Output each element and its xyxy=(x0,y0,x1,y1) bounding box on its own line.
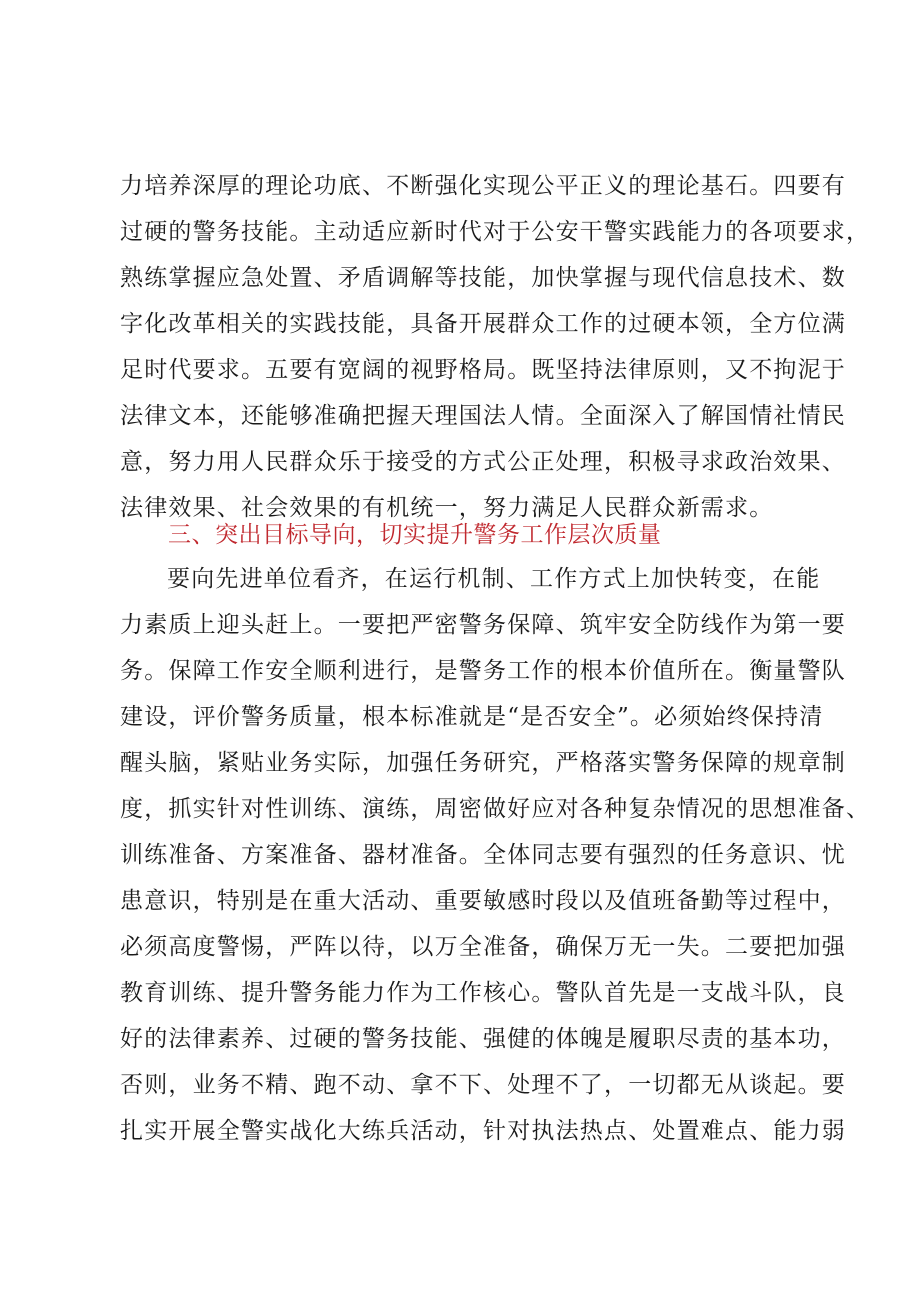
body-text-line: 熟练掌握应急处置、矛盾调解等技能，加快掌握与现代信息技术、数 xyxy=(120,265,846,291)
body-text-line: 教育训练、提升警务能力作为工作核心。警队首先是一支战斗队，良 xyxy=(120,980,846,1006)
body-text-line: 意，努力用人民群众乐于接受的方式公正处理，积极寻求政治效果、 xyxy=(120,449,846,475)
body-text-line: 字化改革相关的实践技能，具备开展群众工作的过硬本领，全方位满 xyxy=(120,311,846,337)
body-text-line: 要向先进单位看齐，在运行机制、工作方式上加快转变，在能 xyxy=(167,566,821,592)
body-text-line: 务。保障工作安全顺利进行，是警务工作的根本价值所在。衡量警队 xyxy=(120,658,846,684)
body-text-line: 否则，业务不精、跑不动、拿不下、处理不了，一切都无从谈起。要 xyxy=(120,1072,846,1098)
body-text-line: 训练准备、方案准备、器材准备。全体同志要有强烈的任务意识、忧 xyxy=(120,842,846,868)
body-text-line: 足时代要求。五要有宽阔的视野格局。既坚持法律原则，又不拘泥于 xyxy=(120,357,846,383)
body-text-line: 力培养深厚的理论功底、不断强化实现公平正义的理论基石。四要有 xyxy=(120,173,846,199)
body-text-line: 患意识，特别是在重大活动、重要敏感时段以及值班备勤等过程中， xyxy=(120,888,846,914)
body-text-line: 过硬的警务技能。主动适应新时代对于公安干警实践能力的各项要求， xyxy=(120,219,871,245)
section-heading: 三、突出目标导向，切实提升警务工作层次质量 xyxy=(168,522,662,548)
body-text-line: 法律效果、社会效果的有机统一，努力满足人民群众新需求。 xyxy=(120,495,774,521)
body-text-line: 度，抓实针对性训练、演练，周密做好应对各种复杂情况的思想准备、 xyxy=(120,796,871,822)
body-text-line: 建设，评价警务质量，根本标准就是“是否安全”。必须始终保持清 xyxy=(120,704,824,730)
body-text-line: 必须高度警惕，严阵以待，以万全准备，确保万无一失。二要把加强 xyxy=(120,934,846,960)
body-text-line: 法律文本，还能够准确把握天理国法人情。全面深入了解国情社情民 xyxy=(120,403,846,429)
body-text-line: 醒头脑，紧贴业务实际，加强任务研究，严格落实警务保障的规章制 xyxy=(120,750,846,776)
body-text-line: 扎实开展全警实战化大练兵活动，针对执法热点、处置难点、能力弱 xyxy=(120,1118,846,1144)
body-text-line: 好的法律素养、过硬的警务技能、强健的体魄是履职尽责的基本功， xyxy=(120,1026,846,1052)
body-text-line: 力素质上迎头赶上。一要把严密警务保障、筑牢安全防线作为第一要 xyxy=(120,612,846,638)
